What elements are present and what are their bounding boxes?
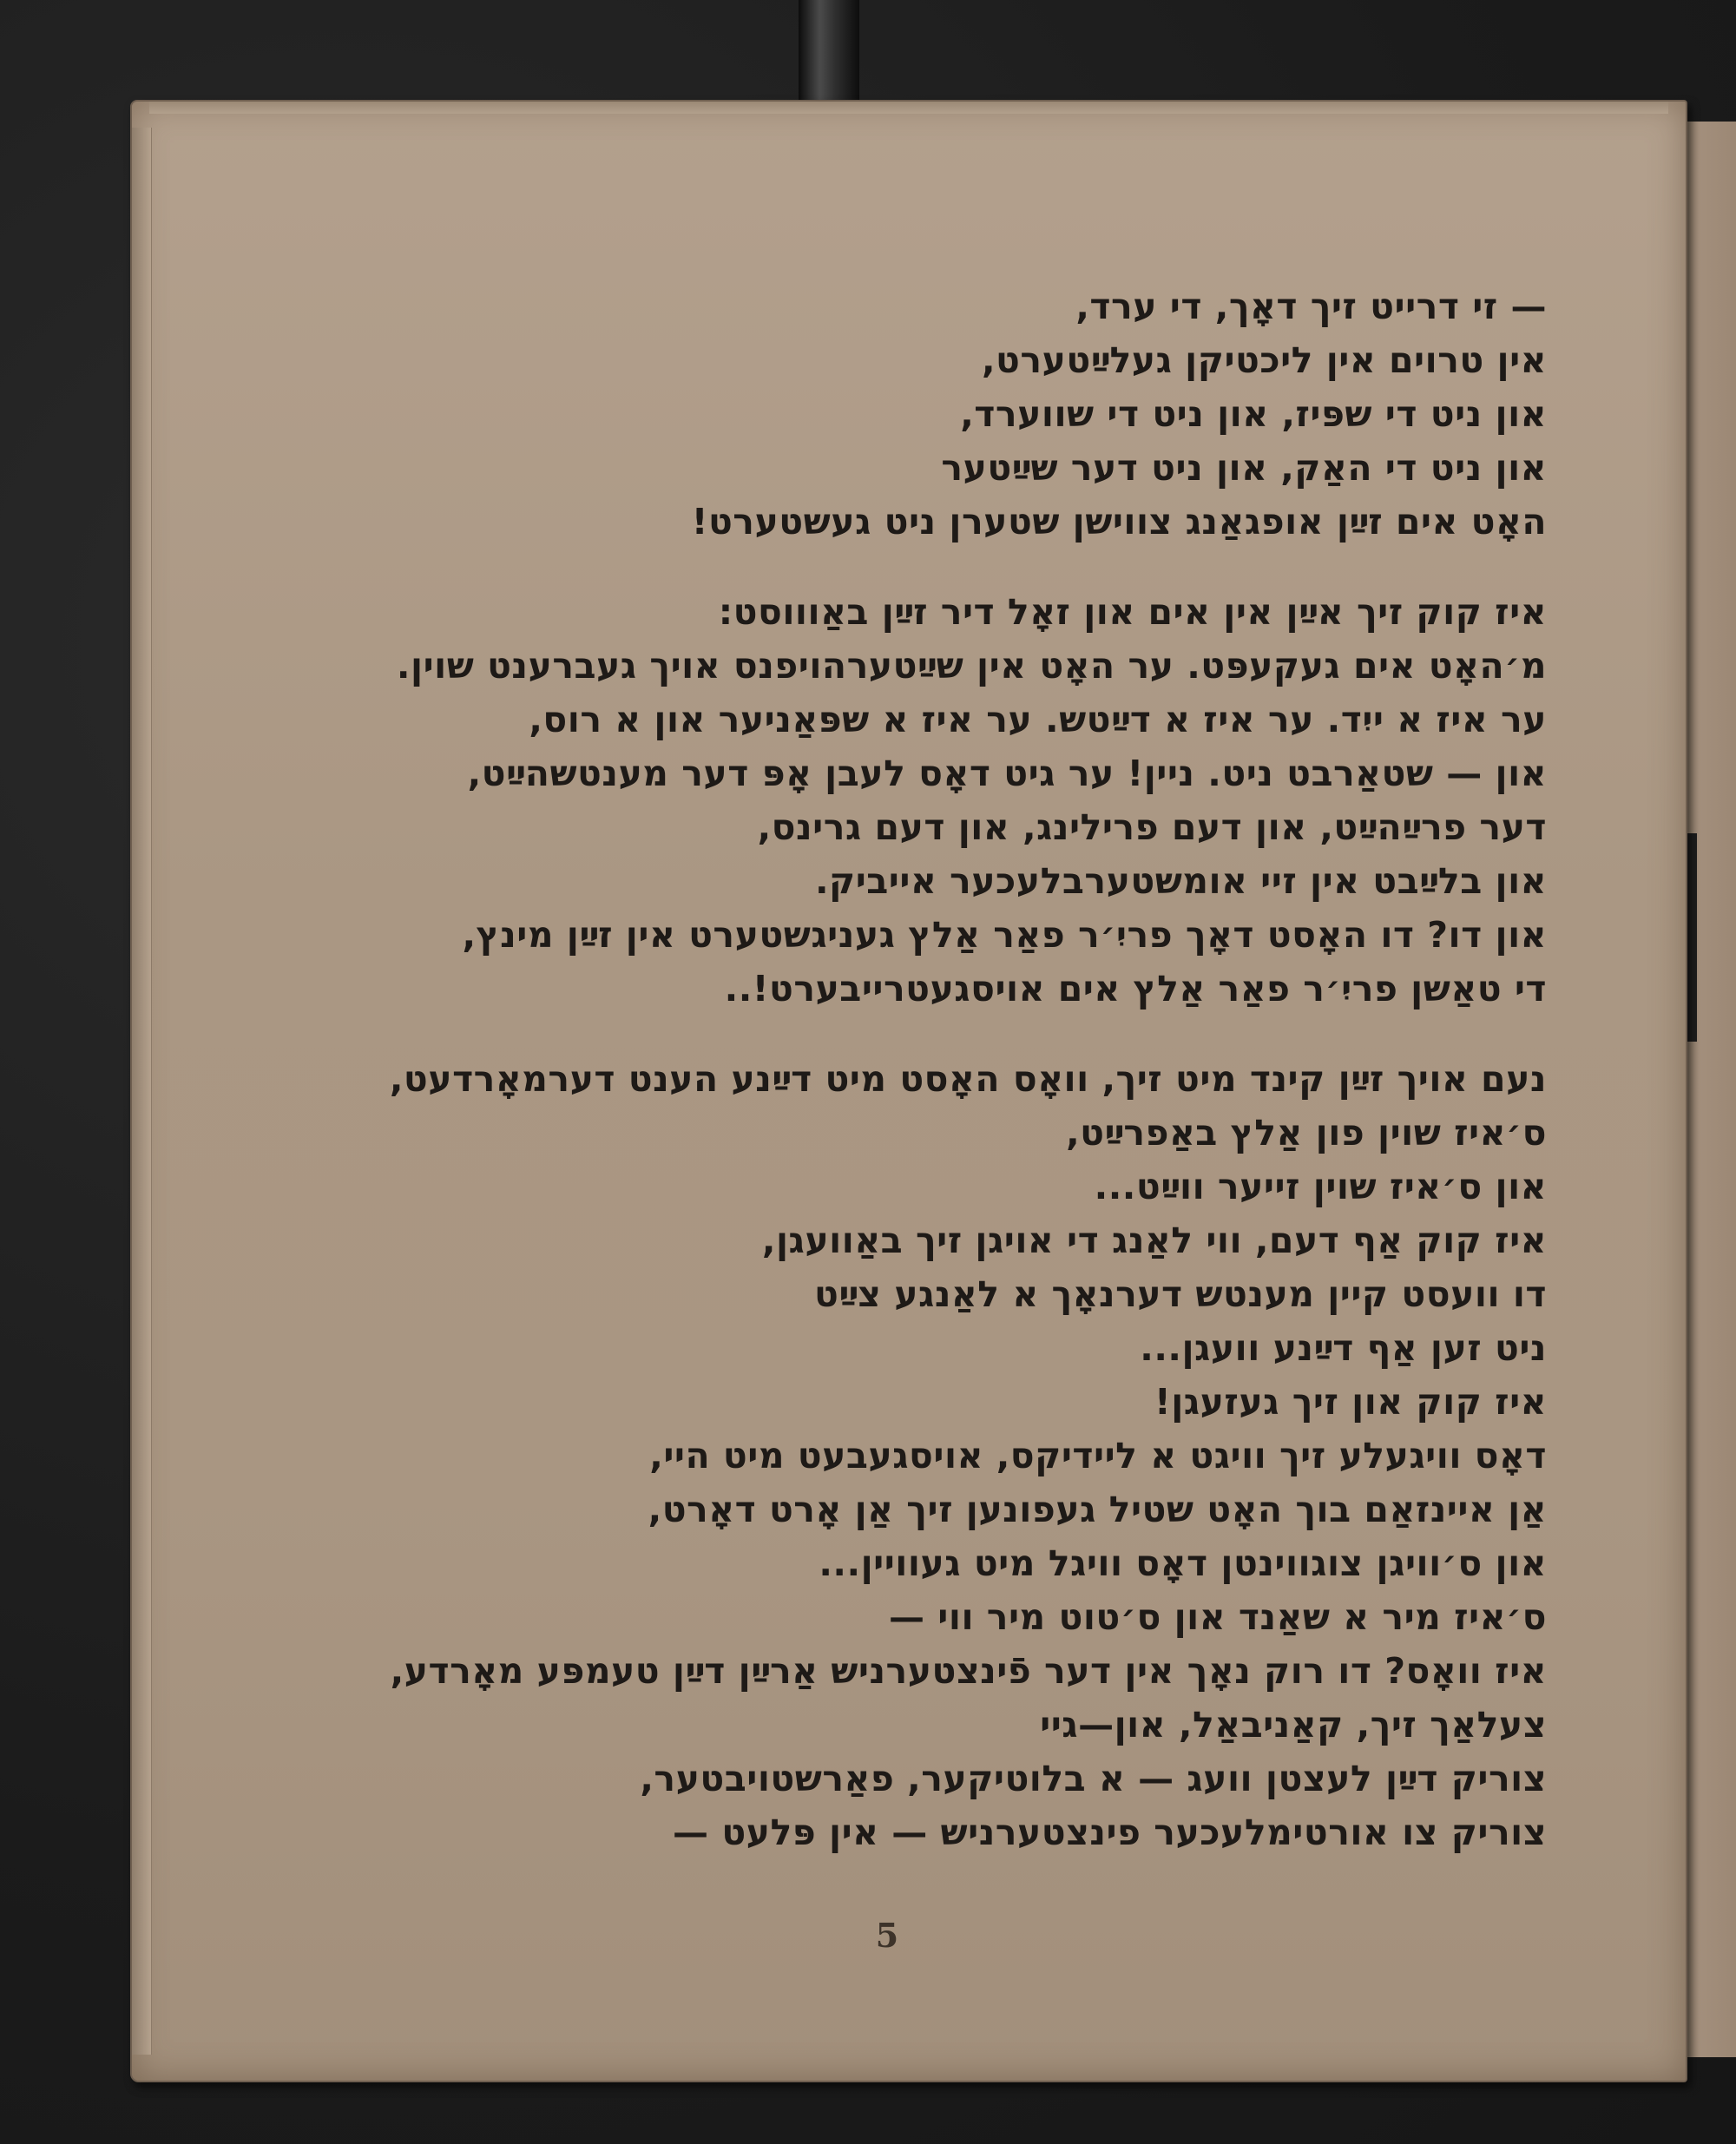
stanza-2 bbox=[297, 585, 1547, 1016]
poem-line: איז קוק זיך אײַן אין אים און זאָל דיר זײַן באַוווסט: bbox=[718, 591, 1547, 633]
book-page bbox=[130, 100, 1687, 2082]
poem-line: און דו? דו האָסט דאָך פריִ׳ר פאַר אַלץ געניגשטערט אין זײַן מינץ, bbox=[462, 914, 1547, 956]
poem-line: מ׳האָט אים געקעפּט. ער האָט אין שײַטערהויפנס אויך געברענט שוין. bbox=[396, 645, 1547, 687]
stanza-1 bbox=[297, 280, 1547, 549]
poem-line: נעם אויך זײַן קינד מיט זיך, וואָס האָסט מיט דײַנע הענט דערמאָרדעט, bbox=[389, 1058, 1547, 1100]
page-top-edge bbox=[149, 102, 1668, 114]
stanza-3 bbox=[297, 1052, 1547, 1859]
poem-line: און ס׳איז שוין זייער ווײַט... bbox=[1094, 1166, 1547, 1207]
poem-line: ס׳איז מיר א שאַנד און ס׳טוט מיר ווי — bbox=[889, 1596, 1547, 1638]
poem-line: האָט אים זײַן אופגאַנג צווישן שטערן ניט געשטערט! bbox=[691, 501, 1547, 543]
poem-line: אַן איינזאַם בוך האָט שטיל געפונען זיך אַן אָרט דאָרט, bbox=[648, 1489, 1547, 1530]
poem-line: דער פרײַהײַט, און דעם פרילינג, און דעם גרינס, bbox=[757, 806, 1547, 848]
poem-line: און — שטאַרבט ניט. ניין! ער גיט דאָס לעבן אָפּ דער מענטשהײַט, bbox=[467, 753, 1547, 794]
poem-line: ער איז א ייִד. ער איז א דײַטש. ער איז א שפּאַניער און א רוס, bbox=[529, 699, 1547, 740]
poem-line: צוריק דײַן לעצטן וועג — א בלוטיקער, פאַרשטויבטער, bbox=[640, 1758, 1547, 1799]
poem-line: — זי דרייט זיך דאָך, די ערד, bbox=[1075, 286, 1547, 327]
poem-text bbox=[297, 280, 1547, 1896]
poem-line: אין טרוים אין ליכטיקן געלײַטערט, bbox=[981, 339, 1547, 381]
page-number: 5 bbox=[875, 1916, 899, 1955]
poem-line: און ניט די האַק, און ניט דער שײַטער bbox=[941, 447, 1547, 489]
next-page-edge bbox=[1680, 122, 1736, 2057]
poem-line: איז קוק און זיך געזעגן! bbox=[1154, 1381, 1547, 1423]
poem-line: איז וואָס? דו רוק נאָך אין דער פֿינצטערניש אַרײַן דײַן טעמפּע מאָרדע, bbox=[390, 1650, 1547, 1692]
poem-line: דאָס וויגעלע זיך וויגט א ליידיקס, אויסגעבעט מיט היי, bbox=[649, 1435, 1547, 1476]
poem-line: איז קוק אַף דעם, ווי לאַנג די אויגן זיך באַוועגן, bbox=[761, 1220, 1547, 1261]
poem-line: און ניט די שפּיז, און ניט די שווערד, bbox=[960, 393, 1547, 435]
poem-line: דו וועסט קיין מענטש דערנאָך א לאַנגע צײַט bbox=[814, 1273, 1547, 1315]
poem-line: ס׳איז שוין פון אַלץ באַפרײַט, bbox=[1066, 1112, 1547, 1154]
poem-line: די טאַשן פריִ׳ר פאַר אַלץ אים אויסגעטרייבערט!.. bbox=[724, 968, 1547, 1010]
poem-line: און ס׳וויגן צוגווינטן דאָס וויגל מיט געוויין... bbox=[819, 1542, 1547, 1584]
poem-line: צוריק צו אורטימלעכער פינצטערניש — אין פּלעט — bbox=[673, 1812, 1547, 1853]
poem-line: ניט זען אַף דײַנע וועגן... bbox=[1140, 1327, 1547, 1369]
poem-line: צעלאַך זיך, קאַניבאַל, און—גיי bbox=[1040, 1704, 1547, 1746]
page-left-edge bbox=[132, 128, 152, 2055]
poem-line: און בלײַבט אין זיי אומשטערבלעכער אייביק. bbox=[814, 860, 1547, 902]
